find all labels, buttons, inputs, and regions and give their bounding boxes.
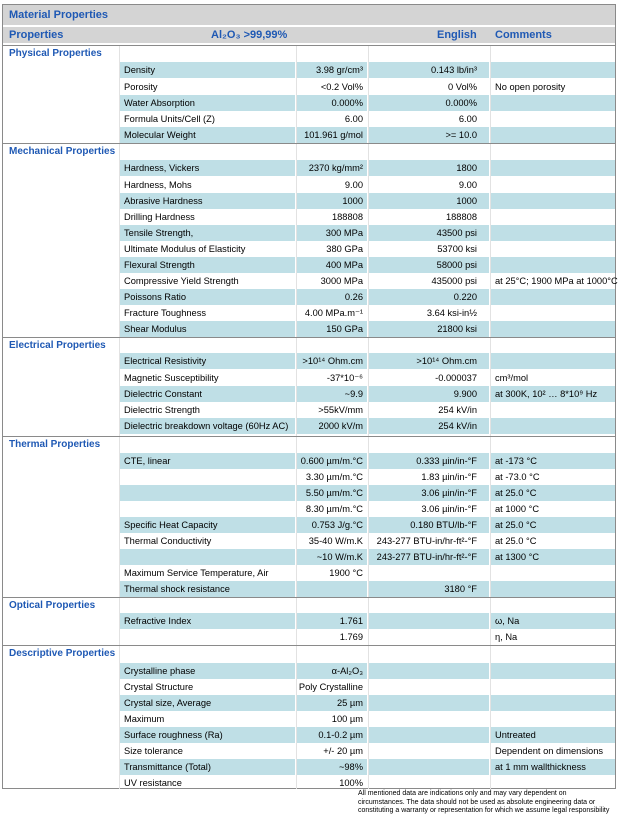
comment-cell: [491, 663, 615, 679]
property-name-cell: CTE, linear: [120, 453, 295, 469]
property-name-cell: Thermal shock resistance: [120, 581, 295, 597]
comment-cell: [491, 95, 615, 111]
comment-cell: at 300K, 10² … 8*10⁹ Hz: [491, 386, 615, 402]
property-name-cell: Transmittance (Total): [120, 759, 295, 775]
metric-value-cell: ~98%: [297, 759, 367, 775]
property-name-cell: Compressive Yield Strength: [124, 276, 239, 286]
metric-value-cell: >55kV/mm: [318, 405, 363, 415]
table-row: [3, 517, 615, 533]
section-title: Thermal Properties: [9, 439, 101, 450]
section-title: Physical Properties: [9, 48, 102, 59]
english-value-cell: [369, 743, 489, 759]
property-name-cell: Formula Units/Cell (Z): [124, 114, 215, 124]
table-row: [3, 743, 615, 759]
table-row: [3, 321, 615, 337]
metric-value-cell: ~10 W/m.K: [297, 549, 367, 565]
property-name-cell: Surface roughness (Ra): [120, 727, 295, 743]
table-row: [3, 241, 615, 257]
property-name-cell: [120, 501, 295, 517]
table-row: [3, 305, 615, 321]
comment-cell: [491, 62, 615, 78]
section-header-row: [3, 645, 615, 662]
table-row: [3, 679, 615, 695]
english-value-cell: 1800: [369, 160, 489, 176]
comment-cell: at 25°C; 1900 MPa at 1000°C: [495, 276, 618, 286]
header-properties: Properties: [9, 29, 64, 41]
metric-value-cell: 4.00 MPa.m⁻¹: [304, 308, 363, 318]
english-value-cell: 0.220: [369, 289, 489, 305]
english-value-cell: [369, 629, 489, 645]
section-header-row: [3, 436, 615, 453]
english-value-cell: 1.83 µin/in-°F: [421, 472, 477, 482]
comment-cell: ω, Na: [491, 613, 615, 629]
table-row: [3, 565, 615, 581]
section-title: Electrical Properties: [9, 340, 106, 351]
comment-cell: [491, 257, 615, 273]
comment-cell: [491, 321, 615, 337]
metric-value-cell: 101.961 g/mol: [297, 127, 367, 143]
metric-value-cell: 380 GPa: [326, 244, 363, 254]
english-value-cell: 254 kV/in: [438, 405, 477, 415]
property-name-cell: Abrasive Hardness: [120, 193, 295, 209]
metric-value-cell: 0.600 µm/m.°C: [297, 453, 367, 469]
property-name-cell: Electrical Resistivity: [120, 353, 295, 369]
property-name-cell: Maximum Service Temperature, Air: [124, 568, 269, 578]
property-name-cell: Crystal size, Average: [120, 695, 295, 711]
metric-value-cell: 1.769: [339, 632, 363, 642]
table-row: [3, 209, 615, 225]
english-value-cell: 43500 psi: [369, 225, 489, 241]
metric-value-cell: 1000: [297, 193, 367, 209]
english-value-cell: 243-277 BTU-in/hr-ft²-°F: [369, 549, 489, 565]
table-row: [3, 469, 615, 485]
english-value-cell: 9.900: [369, 386, 489, 402]
metric-value-cell: 6.00: [344, 114, 363, 124]
property-name-cell: Dielectric Constant: [120, 386, 295, 402]
english-value-cell: 3.06 µin/in-°F: [369, 485, 489, 501]
section-title: Mechanical Properties: [9, 146, 116, 157]
metric-value-cell: 9.00: [344, 180, 363, 190]
comment-cell: cm³/mol: [495, 373, 529, 383]
metric-value-cell: ~9.9: [297, 386, 367, 402]
table-row: [3, 695, 615, 711]
metric-value-cell: 0.1-0.2 µm: [297, 727, 367, 743]
english-value-cell: 21800 ksi: [369, 321, 489, 337]
section-header-row: [3, 597, 615, 614]
metric-value-cell: 35-40 W/m.K: [308, 536, 363, 546]
comment-cell: [491, 225, 615, 241]
metric-value-cell: 150 GPa: [297, 321, 367, 337]
table-row: [3, 95, 615, 111]
english-value-cell: 0.000%: [369, 95, 489, 111]
table-row: [3, 453, 615, 469]
english-value-cell: >10¹⁴ Ohm.cm: [369, 353, 489, 369]
table-row: [3, 160, 615, 176]
english-value-cell: [369, 565, 489, 581]
comment-cell: Dependent on dimensions: [495, 746, 604, 756]
comment-cell: [491, 775, 615, 791]
metric-value-cell: [297, 581, 367, 597]
metric-value-cell: 1900 °C: [329, 568, 363, 578]
header-metric: Al₂O₃ >99,99%: [211, 29, 288, 41]
comment-cell: at 1 mm wallthickness: [491, 759, 615, 775]
header-english: English: [437, 29, 477, 41]
table-row: [3, 289, 615, 305]
metric-value-cell: 25 µm: [297, 695, 367, 711]
property-name-cell: Molecular Weight: [120, 127, 295, 143]
table-row: [3, 629, 615, 645]
property-name-cell: [120, 629, 295, 645]
table-row: [3, 418, 615, 434]
english-value-cell: [369, 711, 489, 727]
english-value-cell: 1000: [369, 193, 489, 209]
comment-cell: [491, 177, 615, 193]
comment-cell: [491, 289, 615, 305]
section-header-row: [3, 143, 615, 160]
metric-value-cell: 188808: [331, 212, 363, 222]
english-value-cell: 435000 psi: [431, 276, 477, 286]
property-name-cell: Size tolerance: [124, 746, 183, 756]
property-name-cell: Poissons Ratio: [120, 289, 295, 305]
comment-cell: [491, 111, 615, 127]
comment-cell: [491, 695, 615, 711]
english-value-cell: [369, 759, 489, 775]
property-name-cell: Hardness, Mohs: [124, 180, 192, 190]
table-row: [3, 273, 618, 289]
comment-cell: [491, 565, 615, 581]
comment-cell: [491, 127, 615, 143]
metric-value-cell: 1.761: [297, 613, 367, 629]
english-value-cell: 0.180 BTU/lb-°F: [369, 517, 489, 533]
comment-cell: [491, 209, 615, 225]
property-name-cell: UV resistance: [124, 778, 182, 788]
english-value-cell: [369, 727, 489, 743]
property-name-cell: Maximum: [124, 714, 165, 724]
english-value-cell: [369, 775, 489, 791]
table-row: [3, 353, 615, 369]
comment-cell: [491, 353, 615, 369]
metric-value-cell: 0.000%: [297, 95, 367, 111]
english-value-cell: 6.00: [458, 114, 477, 124]
english-value-cell: 3180 °F: [369, 581, 489, 597]
disclaimer-note: All mentioned data are indications only and may vary dependent on circumstances. The data should not be used as absolute engineering data or constituting a warranty or representation for which we assume legal responsibility: [358, 790, 610, 815]
property-name-cell: Refractive Index: [120, 613, 295, 629]
comment-cell: at 25.0 °C: [491, 517, 615, 533]
property-name-cell: Water Absorption: [120, 95, 295, 111]
comment-cell: [491, 581, 615, 597]
english-value-cell: 243-277 BTU-in/hr-ft²-°F: [376, 536, 477, 546]
property-name-cell: Crystal Structure: [124, 682, 194, 692]
english-value-cell: [369, 695, 489, 711]
comment-cell: [491, 241, 615, 257]
header-comments: Comments: [495, 29, 552, 41]
table-row: [3, 613, 615, 629]
metric-value-cell: 2000 kV/m: [297, 418, 367, 434]
english-value-cell: >= 10.0: [369, 127, 489, 143]
comment-cell: [491, 305, 615, 321]
metric-value-cell: 100 µm: [331, 714, 363, 724]
english-value-cell: [369, 663, 489, 679]
table-row: [3, 402, 615, 418]
comment-cell: [491, 418, 615, 434]
table-row: [3, 257, 615, 273]
table-row: [3, 193, 615, 209]
english-value-cell: 53700 ksi: [437, 244, 477, 254]
comment-cell: at -73.0 °C: [495, 472, 540, 482]
english-value-cell: [369, 613, 489, 629]
english-value-cell: [369, 679, 489, 695]
comment-cell: at 25.0 °C: [491, 485, 615, 501]
metric-value-cell: +/- 20 µm: [323, 746, 363, 756]
metric-value-cell: 3.30 µm/m.°C: [305, 472, 363, 482]
english-value-cell: 0 Vol%: [448, 82, 477, 92]
english-value-cell: 58000 psi: [369, 257, 489, 273]
metric-value-cell: 5.50 µm/m.°C: [297, 485, 367, 501]
metric-value-cell: 100%: [339, 778, 363, 788]
section-title: Descriptive Properties: [9, 648, 116, 659]
comment-cell: at 25.0 °C: [495, 536, 537, 546]
property-name-cell: Specific Heat Capacity: [120, 517, 295, 533]
metric-value-cell: 300 MPa: [297, 225, 367, 241]
table-row: [3, 62, 615, 78]
property-name-cell: Dielectric Strength: [124, 405, 200, 415]
comment-cell: at -173 °C: [491, 453, 615, 469]
section-header-row: [3, 337, 615, 354]
table-row: [3, 549, 615, 565]
table-row: [3, 127, 615, 143]
table-row: [3, 501, 615, 517]
table-row: [3, 759, 615, 775]
comment-cell: [491, 160, 615, 176]
comment-cell: [491, 679, 615, 695]
table-row: [3, 177, 615, 193]
property-name-cell: Tensile Strength,: [120, 225, 295, 241]
property-name-cell: [120, 549, 295, 565]
comment-cell: [491, 193, 615, 209]
english-value-cell: 3.64 ksi-in½: [426, 308, 477, 318]
metric-value-cell: 2370 kg/mm²: [297, 160, 367, 176]
english-value-cell: -0.000037: [435, 373, 477, 383]
comment-cell: η, Na: [495, 632, 518, 642]
metric-value-cell: 400 MPa: [297, 257, 367, 273]
section-header-row: [3, 45, 615, 62]
table-row: [3, 775, 615, 791]
comment-cell: Untreated: [491, 727, 615, 743]
property-name-cell: Fracture Toughness: [124, 308, 206, 318]
english-value-cell: 254 kV/in: [369, 418, 489, 434]
property-name-cell: Magnetic Susceptibility: [124, 373, 219, 383]
property-name-cell: Density: [120, 62, 295, 78]
metric-value-cell: α-Al₂O₃: [297, 663, 367, 679]
sheet-title: Material Properties: [3, 5, 615, 25]
comment-cell: at 1000 °C: [495, 504, 540, 514]
property-name-cell: Thermal Conductivity: [124, 536, 212, 546]
table-row: [3, 485, 615, 501]
metric-value-cell: 3000 MPa: [320, 276, 363, 286]
table-row: [3, 79, 615, 95]
english-value-cell: 9.00: [458, 180, 477, 190]
property-name-cell: Flexural Strength: [120, 257, 295, 273]
table-row: [3, 225, 615, 241]
english-value-cell: 0.333 µin/in-°F: [369, 453, 489, 469]
metric-value-cell: -37*10⁻⁶: [326, 373, 363, 383]
property-name-cell: Porosity: [124, 82, 158, 92]
property-name-cell: Hardness, Vickers: [120, 160, 295, 176]
column-header-row: [3, 27, 615, 43]
property-name-cell: Ultimate Modulus of Elasticity: [124, 244, 246, 254]
property-name-cell: [120, 469, 295, 485]
metric-value-cell: 0.26: [297, 289, 367, 305]
comment-cell: No open porosity: [495, 82, 566, 92]
english-value-cell: 0.143 lb/in³: [369, 62, 489, 78]
english-value-cell: 3.06 µin/in-°F: [421, 504, 477, 514]
metric-value-cell: Poly Crystalline: [298, 682, 363, 692]
comment-cell: [491, 402, 615, 418]
metric-value-cell: >10¹⁴ Ohm.cm: [297, 353, 367, 369]
table-row: [3, 581, 615, 597]
table-row: [3, 727, 615, 743]
comment-cell: at 1300 °C: [491, 549, 615, 565]
property-name-cell: Shear Modulus: [120, 321, 295, 337]
metric-value-cell: <0.2 Vol%: [320, 82, 363, 92]
table-row: [3, 386, 615, 402]
property-name-cell: Drilling Hardness: [124, 212, 195, 222]
section-title: Optical Properties: [9, 600, 96, 611]
metric-value-cell: 8.30 µm/m.°C: [305, 504, 363, 514]
table-row: [3, 533, 615, 549]
table-row: [3, 663, 615, 679]
metric-value-cell: 3.98 gr/cm³: [297, 62, 367, 78]
table-row: [3, 370, 615, 386]
property-name-cell: Crystalline phase: [120, 663, 295, 679]
table-row: [3, 111, 615, 127]
table-row: [3, 711, 615, 727]
english-value-cell: 188808: [445, 212, 477, 222]
property-name-cell: [120, 485, 295, 501]
metric-value-cell: 0.753 J/g.°C: [297, 517, 367, 533]
comment-cell: [491, 711, 615, 727]
property-name-cell: Dielectric breakdown voltage (60Hz AC): [120, 418, 295, 434]
